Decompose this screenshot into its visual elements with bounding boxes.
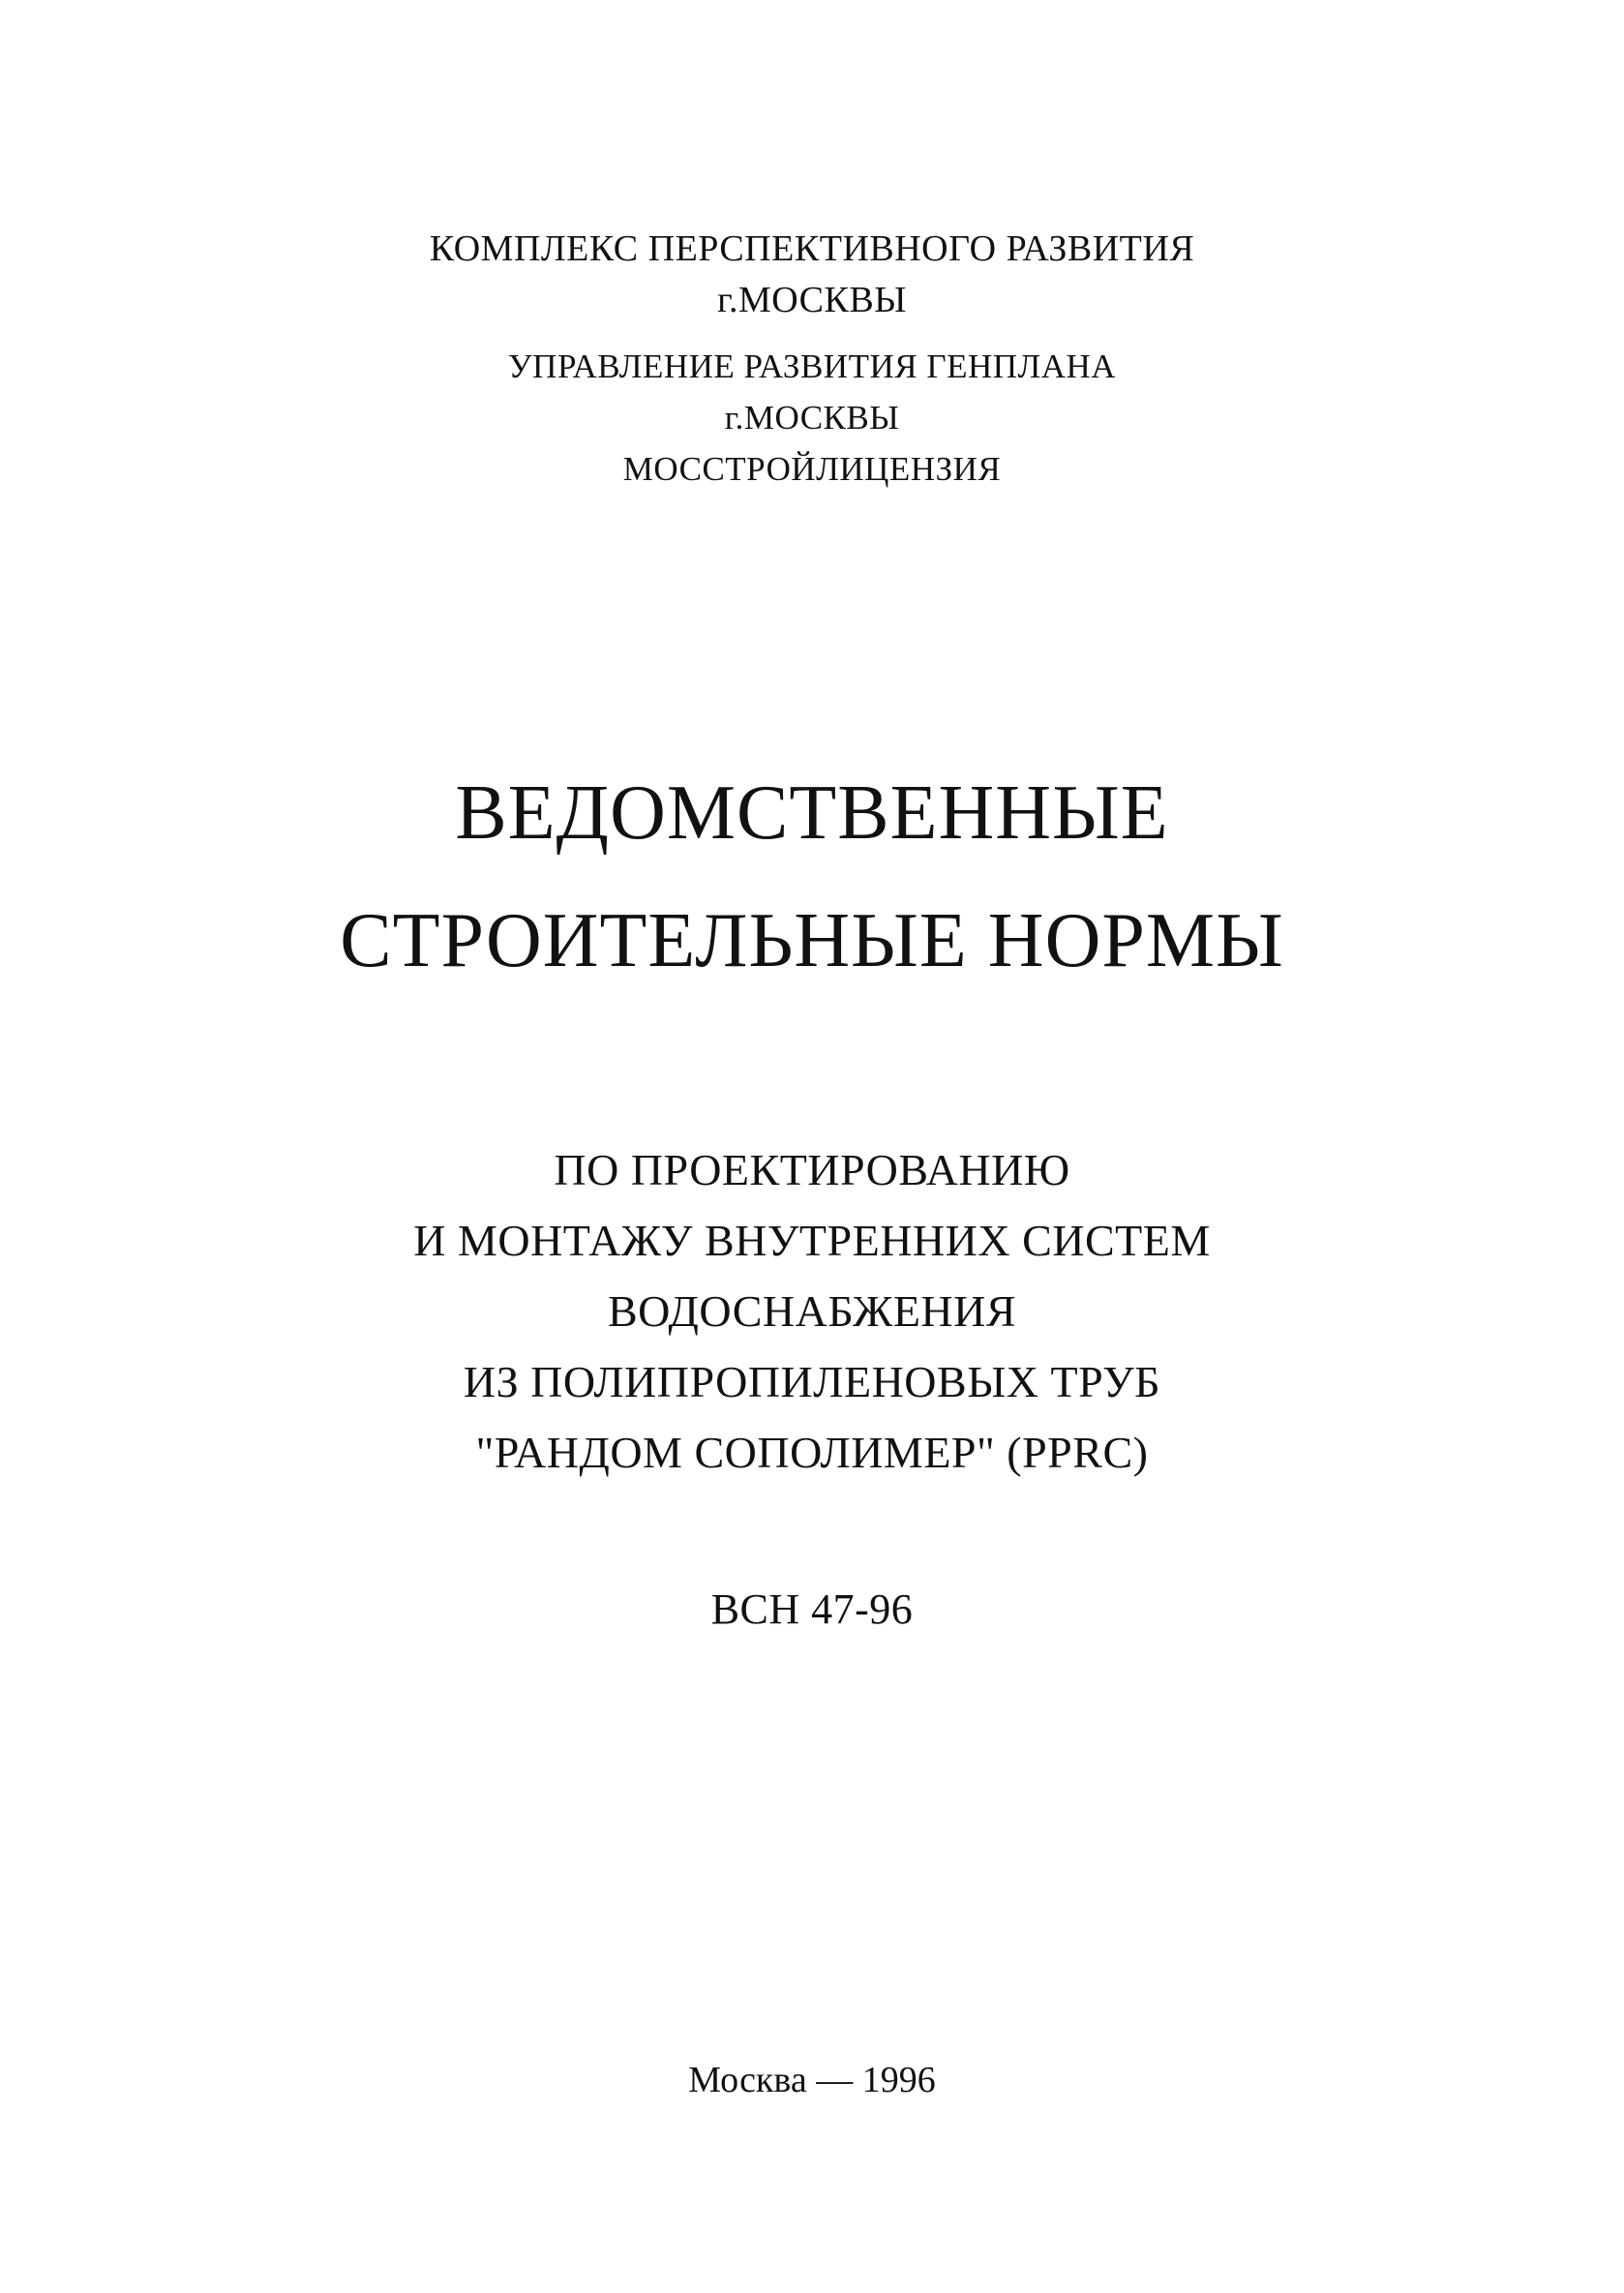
title-line-1: ВЕДОМСТВЕННЫЕ — [455, 770, 1169, 856]
subtitle-line-2: И МОНТАЖУ ВНУТРЕННИХ СИСТЕМ — [413, 1216, 1211, 1265]
subtitle-line-1: ПО ПРОЕКТИРОВАНИЮ — [554, 1145, 1070, 1194]
place-year: Москва — 1996 — [688, 2060, 936, 2100]
org-line-2: г.МОСКВЫ — [717, 280, 907, 320]
subtitle-line-4: ИЗ ПОЛИПРОПИЛЕНОВЫХ ТРУБ — [463, 1357, 1161, 1406]
dept-line-3: МОССТРОЙЛИЦЕНЗИЯ — [622, 450, 1002, 488]
document-code: ВСН 47-96 — [710, 1585, 914, 1633]
title-line-2: СТРОИТЕЛЬНЫЕ НОРМЫ — [340, 898, 1284, 983]
subtitle-line-5: "РАНДОМ СОПОЛИМЕР" (PPRC) — [475, 1428, 1149, 1477]
subtitle-line-3: ВОДОСНАБЖЕНИЯ — [607, 1286, 1017, 1336]
dept-line-1: УПРАВЛЕНИЕ РАЗВИТИЯ ГЕНПЛАНА — [507, 347, 1117, 385]
dept-line-2: г.МОСКВЫ — [724, 399, 900, 437]
org-line-1: КОМПЛЕКС ПЕРСПЕКТИВНОГО РАЗВИТИЯ — [429, 228, 1195, 269]
